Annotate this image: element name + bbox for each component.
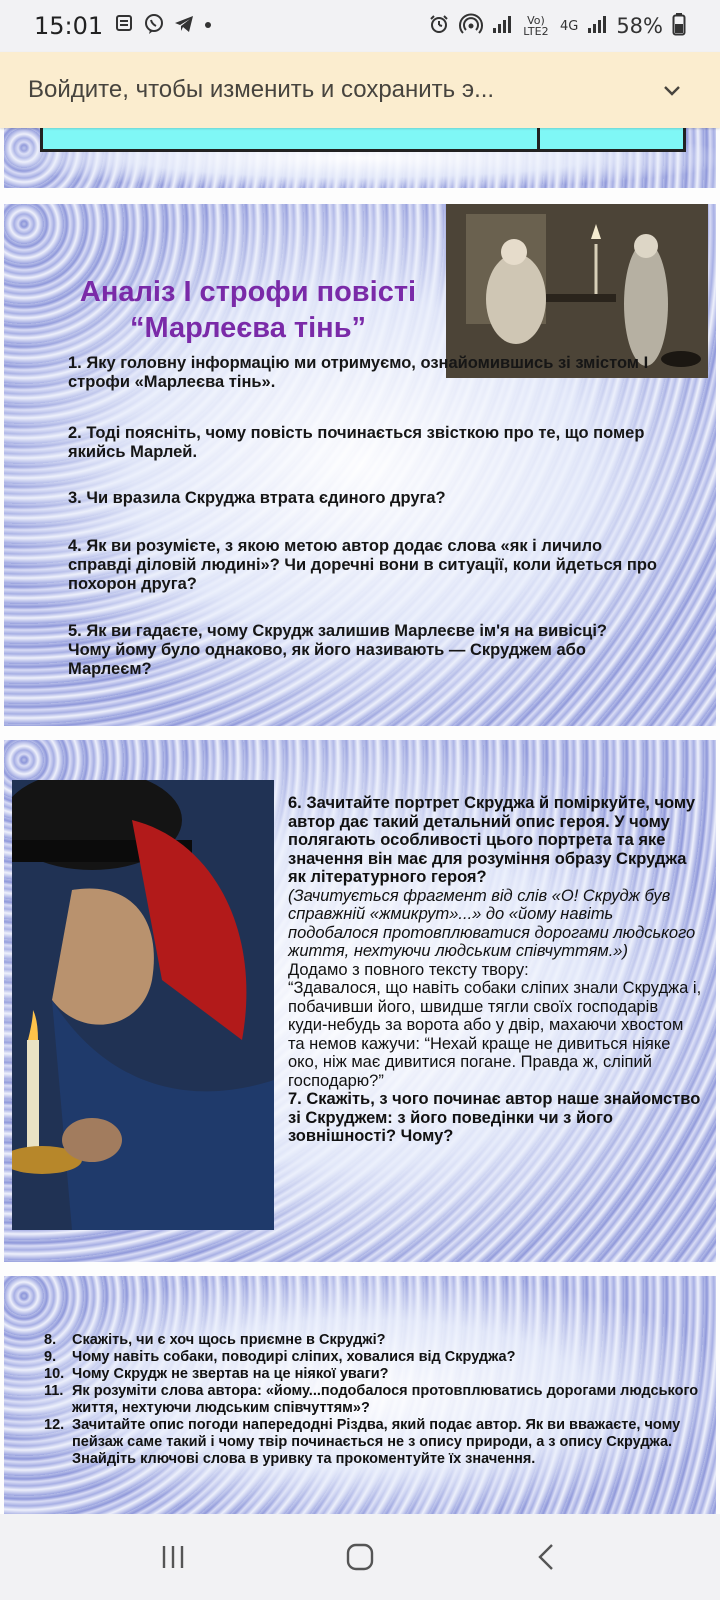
home-icon[interactable] [330,1527,390,1587]
sign-in-banner[interactable] [0,52,720,128]
system-nav-bar [0,1514,720,1600]
dot-icon [203,13,213,40]
list-item: 11. Як розуміти слова автора: «йому...подобалося протовплюватись дорогами людського життя, нехтуючи людським співчуттям»? [44,1383,699,1416]
list-item: 10. Чому Скрудж не звертав на це ніякої уваги? [44,1366,389,1382]
list-item: 12. Зачитайте опис погоди напередодні Різдва, який подає автор. Як ви вважаєте, чому пейзаж саме такий і чому твір починається не з опису природи, а з опису Скруджа. Знайдіть ключові слова в уривку та прокоментуйте їх значення. [44,1417,681,1467]
table-fragment [40,128,686,152]
slide-questions [4,1276,716,1514]
status-time: 15:01 [34,12,104,40]
battery-icon [672,12,686,41]
question-4: 4. Як ви розумієте, з якою метою автор додає слова «як і личило справді діловій людині»? Чи доречні вони в ситуації, коли йдеться про похорон друга? [68,537,657,593]
hotspot-icon [459,13,483,40]
reading-note: (Зачитується фрагмент від слів «О! Скрудж був справжній «жмикрут»...» до «йому навіть подобалося протовплюватися дорогами людського життя, нехтуючи людським співчуттям.») [288,886,696,960]
banner-message[interactable]: Войдите, чтобы изменить и сохранить э... [28,76,495,103]
telegram-icon [173,13,195,40]
question-2: 2. Тоді поясніть, чому повість починається звісткою про те, що помер якийсь Марлей. [68,424,645,461]
back-icon[interactable] [517,1527,577,1587]
question-5: 5. Як ви гадаєте, чому Скрудж залишив Марлеєве ім'я на вивісці? Чому йому було однаково, як його називають — Скруджем або Марлеєм? [68,622,607,678]
slide-portrait [4,740,716,1262]
slide-title: Аналіз І строфи повісті “Марлеєва тінь” [79,276,417,344]
slide-previous-end [4,128,716,188]
4g-icon: 4G [559,18,579,34]
list-item: 9. Чому навіть собаки, поводирі сліпих, ховалися від Скруджа? [44,1349,516,1365]
gallery-icon [115,13,135,40]
slide-analysis [4,204,716,726]
signal-icon-2 [587,14,607,39]
illustration-scrooge-candle [12,780,274,1230]
question-1: 1. Яку головну інформацію ми отримуємо, ознайомившись зі змістом І строфи «Марлеєва тінь». [68,354,649,391]
add-label: Додамо з повного тексту твору: [288,960,529,979]
list-item: 8. Скажіть, чи є хоч щось приємне в Скруджі? [44,1332,386,1348]
viber-icon [143,13,165,40]
recent-apps-icon[interactable] [143,1527,203,1587]
question-6: 6. Зачитайте портрет Скруджа й поміркуйте, чому автор дає такий детальний опис героя. У чому полягають особливості цього портрета та яке значення він має для розуміння образу Скруджа як літературного героя? [288,794,696,886]
question-7: 7. Скажіть, з чого починає автор наше знайомство зі Скруджем: з його поведінки чи з його зовнішності? Чому? [288,1090,701,1145]
document-view[interactable] [0,128,720,1514]
illustration-scrooge-ghost [446,204,708,378]
question-list [44,1332,704,1468]
quote-text: “Здавалося, що навіть собаки сліпих знали Скруджа і, побачивши його, швидше тягли своїх господарів куди-небудь за ворота або у двір, махаючи хвостом та немов кажучи: “Нехай краще не дивиться ніяке око, ніж має дивитися погане. Правда ж, сліпий господарю?” [288,979,702,1090]
slide-text [288,794,702,1146]
alarm-icon [428,13,450,40]
signal-icon [492,14,512,39]
status-bar [0,0,720,52]
battery-level: 58% [616,14,663,38]
question-3: 3. Чи вразила Скруджа втрата єдиного друга? [68,489,446,507]
volte-icon: Vo) LTE2 [523,14,549,38]
chevron-down-icon[interactable] [652,70,692,110]
